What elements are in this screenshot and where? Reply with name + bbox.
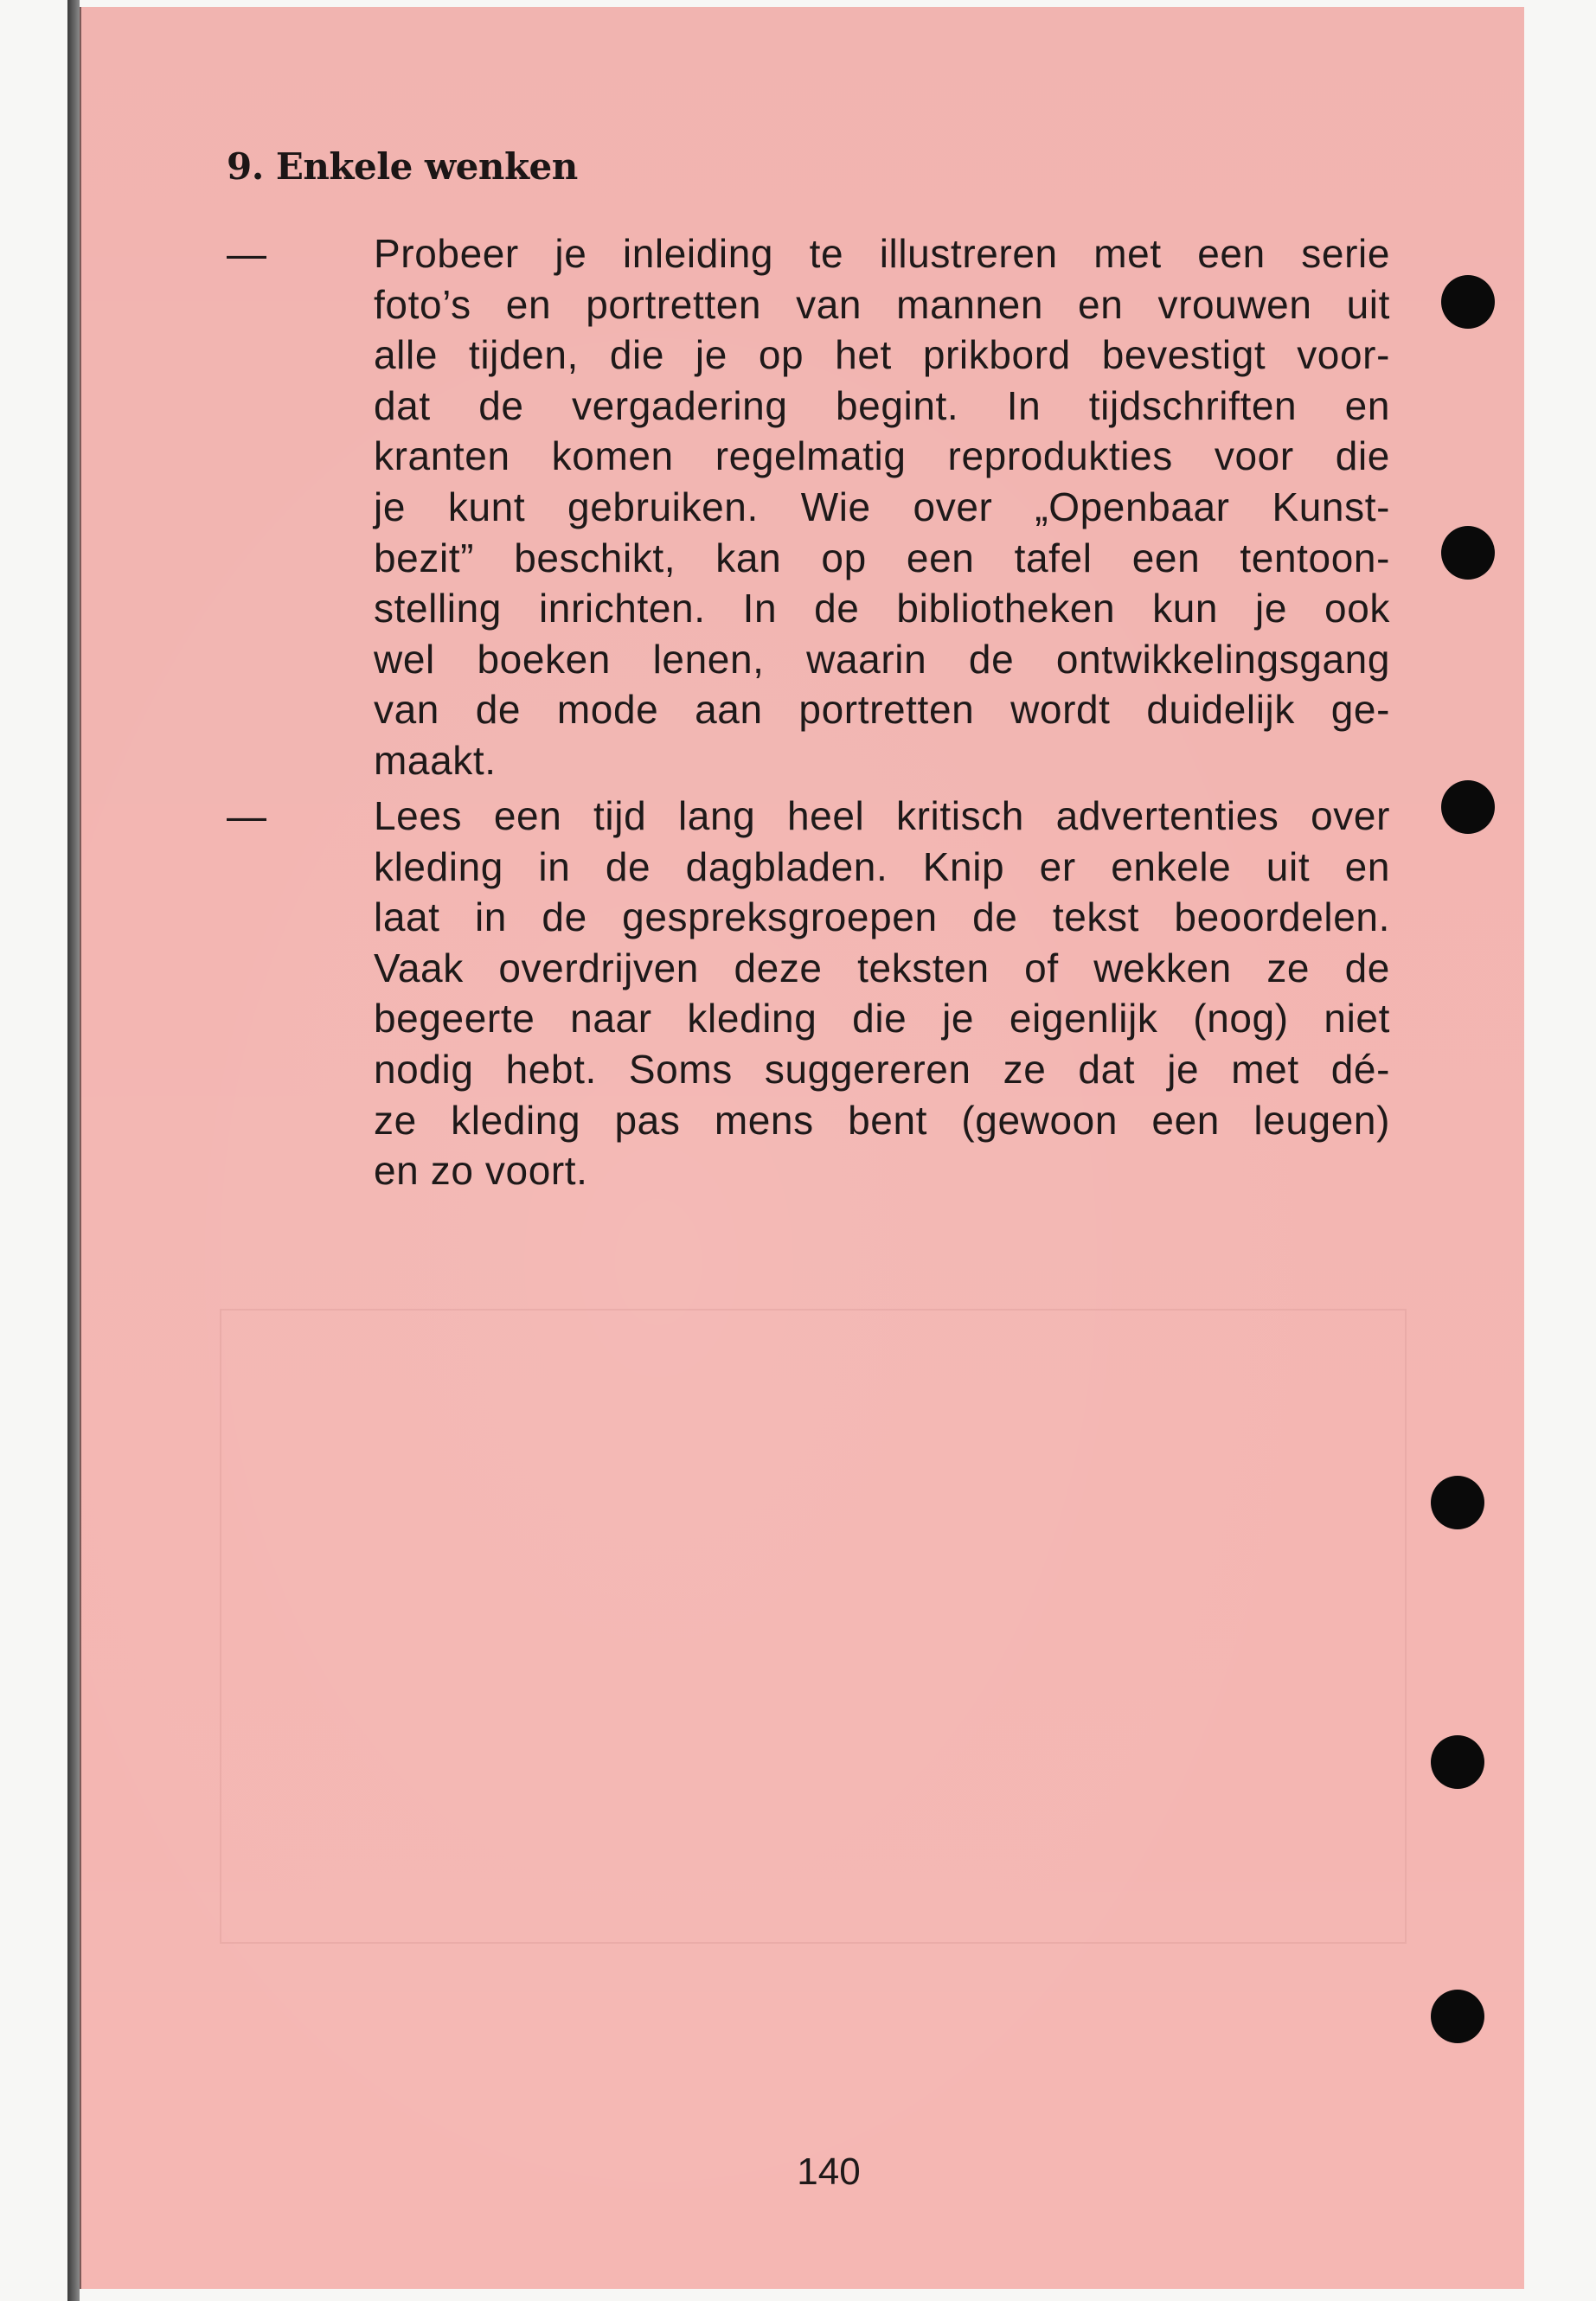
binder-hole bbox=[1441, 526, 1495, 580]
scan-edge-shadow bbox=[67, 0, 80, 2301]
page-number: 140 bbox=[797, 2150, 861, 2193]
item-dash: — bbox=[227, 231, 267, 276]
text-line: alle tijden, die je op het prikbord bevestigt voor- bbox=[374, 332, 1390, 378]
text-line: dat de vergadering begint. In tijdschriften en bbox=[374, 382, 1390, 428]
pink-page bbox=[80, 7, 1524, 2289]
section-heading bbox=[227, 145, 578, 188]
text-line: wel boeken lenen, waarin de ontwikkelingsgang bbox=[374, 636, 1390, 682]
binder-hole bbox=[1431, 1990, 1484, 2043]
text-line: begeerte naar kleding die je eigenlijk (nog) niet bbox=[374, 996, 1390, 1042]
binder-hole bbox=[1431, 1476, 1484, 1529]
text-line: laat in de gespreksgroepen de tekst beoordelen. bbox=[374, 894, 1390, 940]
section-number: 9. bbox=[227, 145, 264, 188]
text-line: maakt. bbox=[374, 737, 497, 783]
text-line: foto’s en portretten van mannen en vrouwen uit bbox=[374, 281, 1390, 327]
text-line: je kunt gebruiken. Wie over „Openbaar Kunst- bbox=[374, 484, 1390, 529]
section-title: Enkele wenken bbox=[275, 145, 578, 188]
binder-hole bbox=[1431, 1735, 1484, 1789]
text-line: Vaak overdrijven deze teksten of wekken ze de bbox=[374, 945, 1390, 990]
text-line: kranten komen regelmatig reprodukties voor die bbox=[374, 433, 1390, 479]
text-line: van de mode aan portretten wordt duidelijk ge- bbox=[374, 687, 1390, 733]
text-line: stelling inrichten. In de bibliotheken kun je ook bbox=[374, 586, 1390, 631]
item-text bbox=[374, 791, 1390, 1196]
bleed-through-frame bbox=[220, 1309, 1407, 1944]
text-line: Lees een tijd lang heel kritisch advertenties over bbox=[374, 793, 1390, 838]
text-line: en zo voort. bbox=[374, 1148, 588, 1194]
binder-hole bbox=[1441, 275, 1495, 329]
text-line: nodig hebt. Soms suggereren ze dat je met dé- bbox=[374, 1046, 1390, 1092]
tip-item-1 bbox=[227, 228, 1390, 786]
tip-item-2 bbox=[227, 791, 1390, 1196]
text-line: bezit” beschikt, kan op een tafel een tentoon- bbox=[374, 535, 1390, 580]
binder-hole bbox=[1441, 780, 1495, 834]
item-dash: — bbox=[227, 793, 267, 838]
item-text bbox=[374, 228, 1390, 786]
text-line: Probeer je inleiding te illustreren met een serie bbox=[374, 231, 1390, 276]
text-line: ze kleding pas mens bent (gewoon een leugen) bbox=[374, 1097, 1390, 1143]
text-line: kleding in de dagbladen. Knip er enkele uit en bbox=[374, 843, 1390, 889]
